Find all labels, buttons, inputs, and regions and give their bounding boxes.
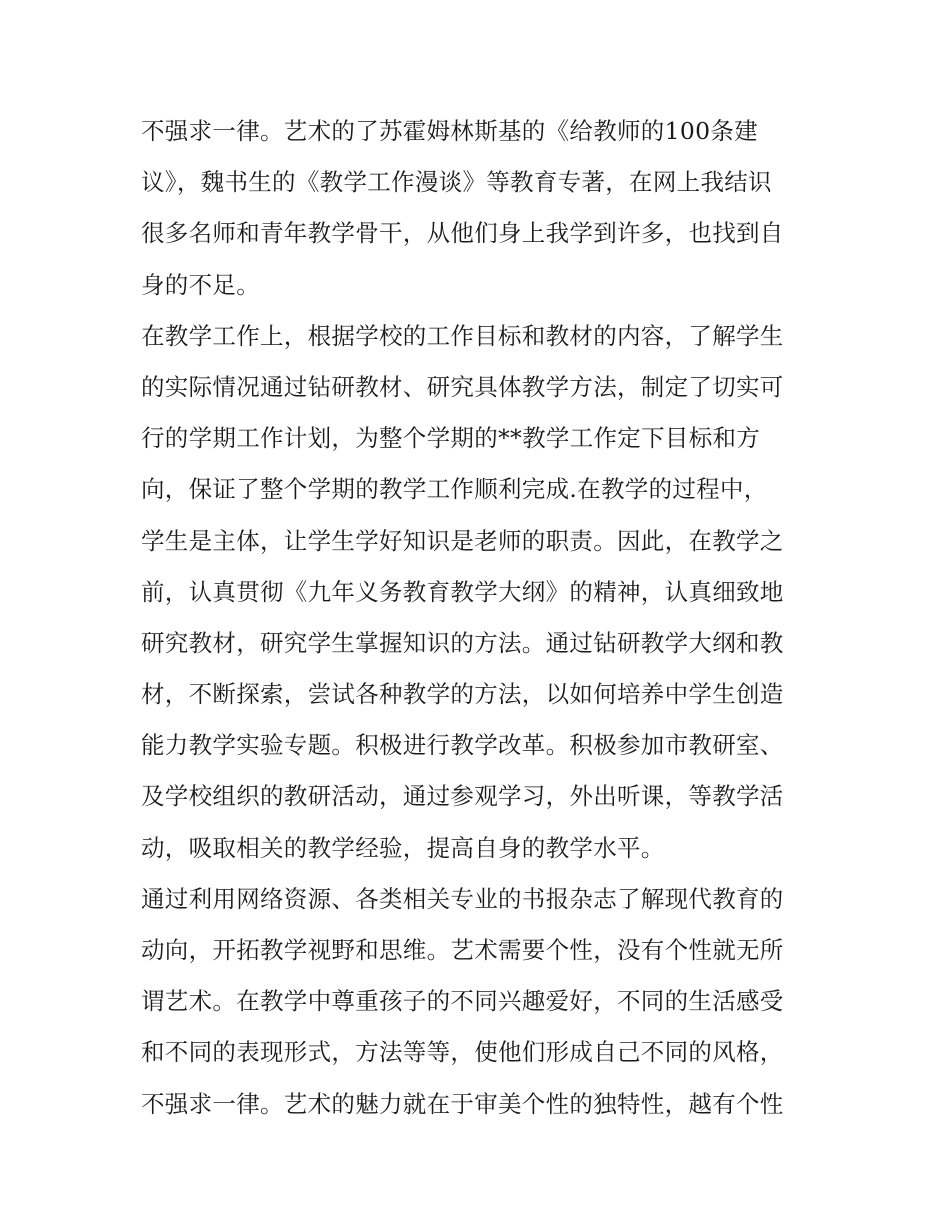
paragraph-3 (141, 874, 821, 1130)
text-line: 谓艺术。在教学中尊重孩子的不同兴趣爱好，不同的生活感受 (141, 987, 784, 1016)
text-line: 及学校组织的教研活动，通过参观学习，外出听课，等教学活 (141, 782, 784, 811)
text-line: 身的不足。 (141, 270, 260, 299)
text-line: 很多名师和青年教学骨干，从他们身上我学到许多，也找到自 (141, 219, 784, 248)
text-line: 不强求一律。艺术的魅力就在于审美个性的独特性，越有个性 (141, 1089, 784, 1118)
paragraph-2 (141, 311, 821, 874)
text-line: 通过利用网络资源、各类相关专业的书报杂志了解现代教育的 (141, 884, 784, 913)
text-line: 向，保证了整个学期的教学工作顺利完成.在教学的过程中， (141, 475, 768, 504)
paragraph-1 (141, 106, 821, 311)
text-line: 和不同的表现形式，方法等等，使他们形成自己不同的风格， (141, 1038, 784, 1067)
text-line: 动，吸取相关的教学经验，提高自身的教学水平。 (141, 833, 665, 862)
text-line: 前，认真贯彻《九年义务教育教学大纲》的精神，认真细致地 (141, 577, 784, 606)
text-line: 能力教学实验专题。积极进行教学改革。积极参加市教研室、 (141, 731, 784, 760)
text-line: 在教学工作上，根据学校的工作目标和教材的内容，了解学生 (141, 321, 784, 350)
text-line: 议》，魏书生的《教学工作漫谈》等教育专著，在网上我结识 (141, 168, 772, 197)
text-line: 的实际情况通过钻研教材、研究具体教学方法，制定了切实可 (141, 372, 784, 401)
text-line: 材，不断探索，尝试各种教学的方法，以如何培养中学生创造 (141, 680, 784, 709)
document-body (141, 106, 821, 1130)
text-line: 研究教材，研究学生掌握知识的方法。通过钻研教学大纲和教 (141, 628, 784, 657)
text-line: 学生是主体，让学生学好知识是老师的职责。因此，在教学之 (141, 526, 784, 555)
text-line: 行的学期工作计划，为整个学期的**教学工作定下目标和方 (141, 424, 761, 453)
text-line: 不强求一律。艺术的了苏霍姆林斯基的《给教师的100条建 (141, 117, 758, 145)
text-line: 动向，开拓教学视野和思维。艺术需要个性，没有个性就无所 (141, 936, 784, 964)
